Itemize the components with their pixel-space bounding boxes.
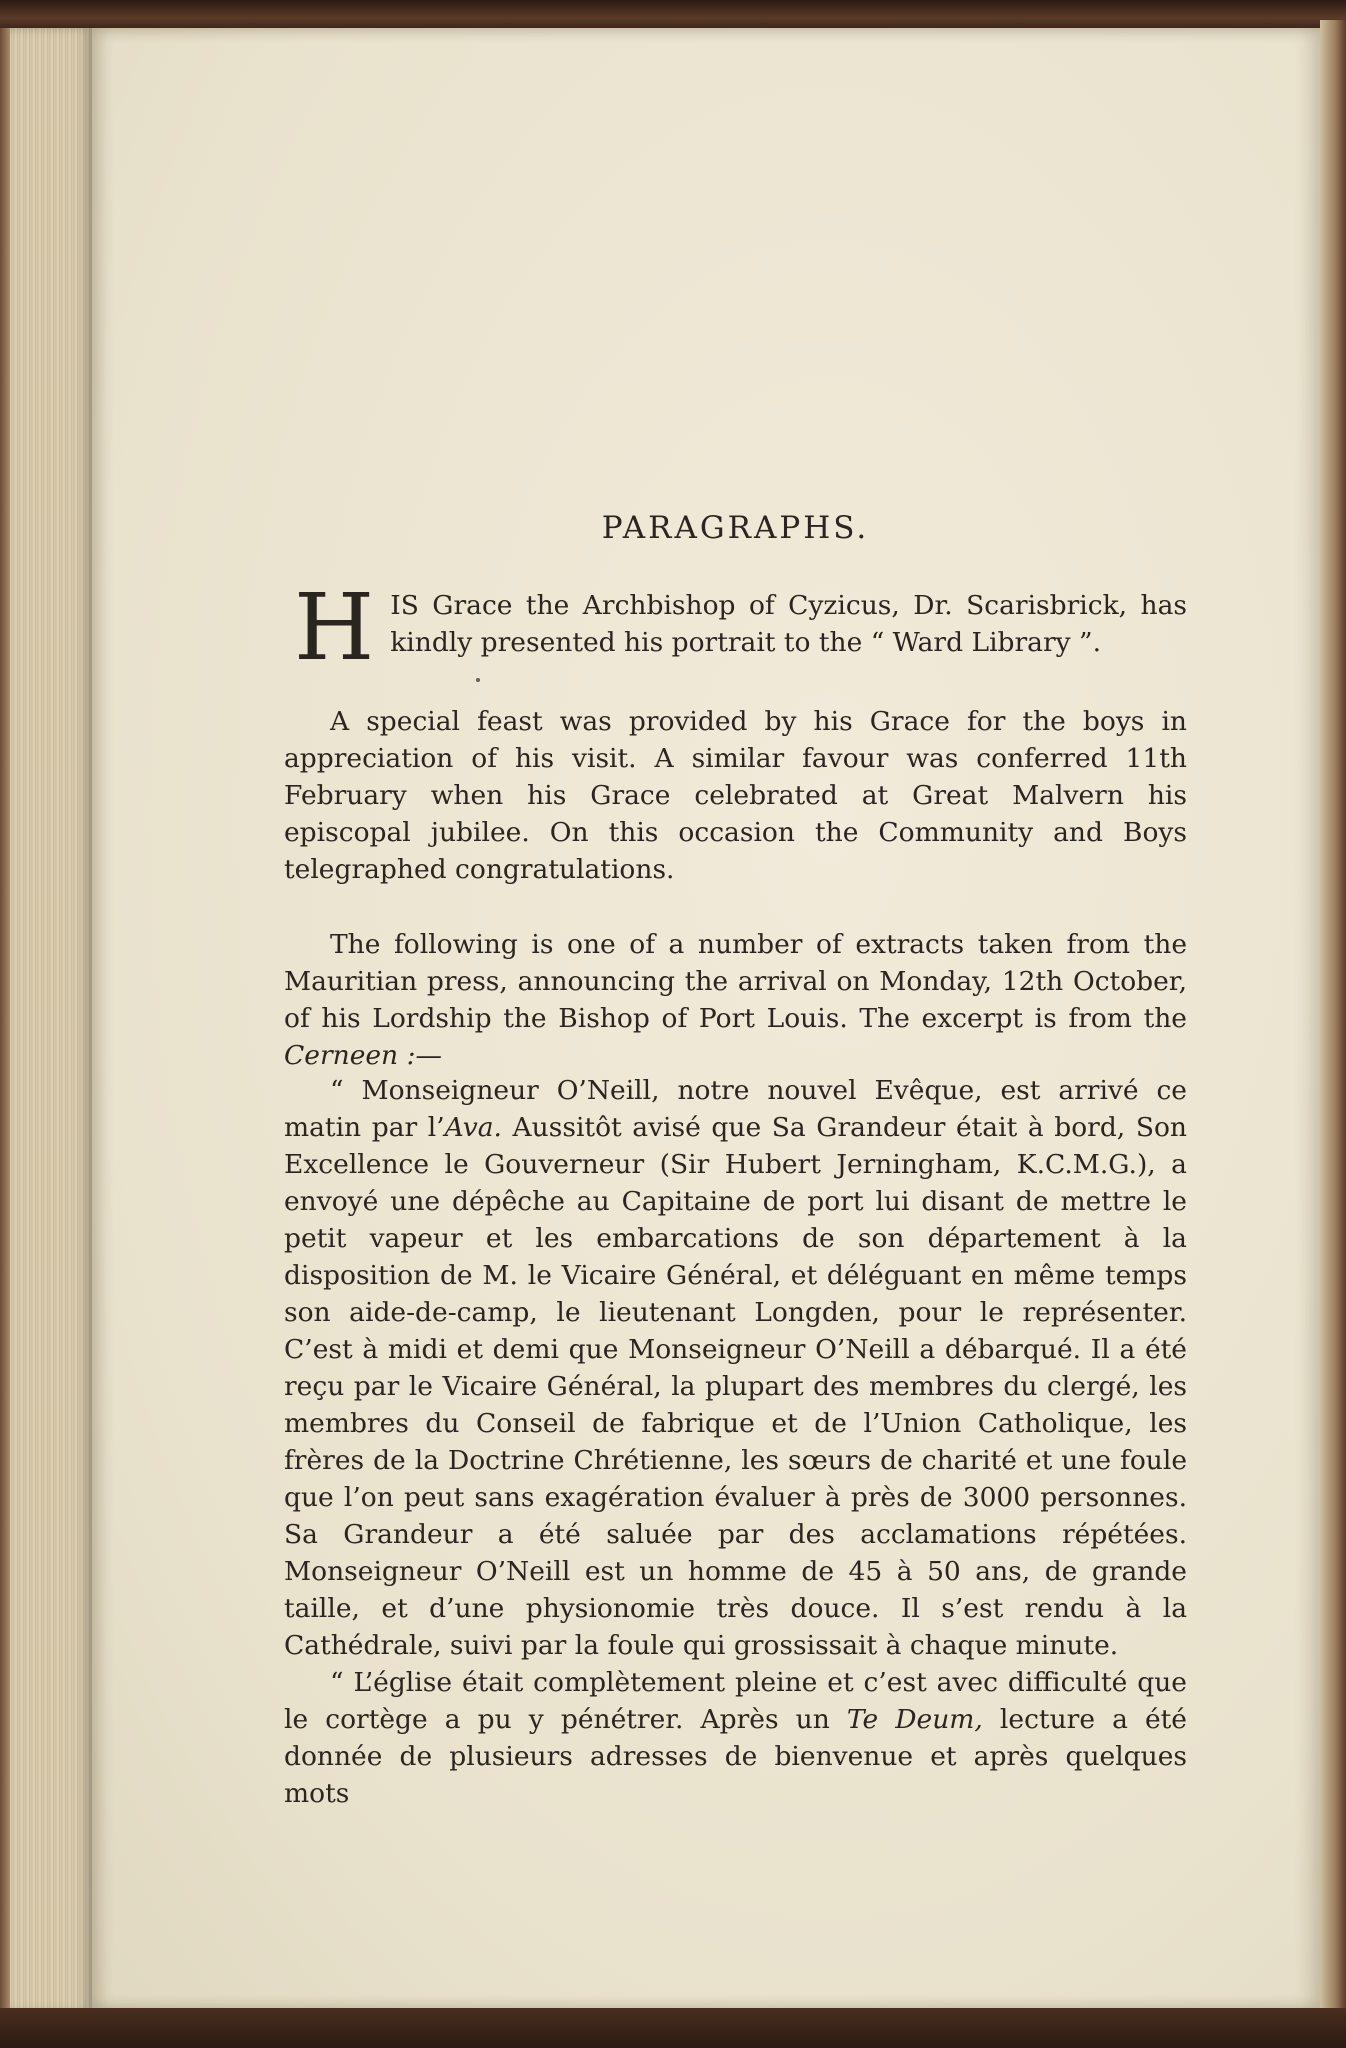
newspaper-name: Cerneen	[284, 1040, 399, 1071]
paragraph-mauritian-press	[284, 926, 1187, 1074]
quote-text-continued: lecture a été donnée de plusieurs adresses de bienvenue et après quelques mots	[284, 1704, 1187, 1809]
ship-name: Ava.	[444, 1112, 502, 1143]
page-title: PARAGRAPHS.	[601, 510, 870, 546]
paragraph-portrait	[284, 574, 1187, 681]
quote-text-continued: Aussitôt avisé que Sa Grandeur était à bord, Son Excellence le Gouverneur (Sir Hubert Jerningham, K.C.M.G.), a envoyé une dépêche au Capitaine de port lui disant de mettre le petit vapeur et les embarcations de son département à la disposition de M. le Vicaire Général, et déléguant en même temps son aide-de-camp, le lieutenant Longden, pour le représenter. C’est à midi et demi que Monseigneur O’Neill a débarqué. Il a été reçu par le Vicaire Général, la plupart des membres du clergé, les membres du Conseil de fabrique et de l’Union Catholique, les frères de la Doctrine Chrétienne, les sœurs de charité et une foule que l’on peut sans exagération évaluer à près de 3000 personnes. Sa Grandeur a été saluée par des acclamations répétées. Monseigneur O’Neill est un homme de 45 à 50 ans, de grande taille, et d’une physionomie très douce. Il s’est rendu à la Cathédrale, suivi par la foule qui grossissait à chaque minute.	[284, 1112, 1187, 1661]
book-binding-right	[1320, 20, 1346, 2015]
paragraph-french-quote-1	[284, 1072, 1187, 1664]
paragraph-text: IS Grace the Archbishop of Cyzicus, Dr. Scarisbrick, has kindly presented his portrait to the “ Ward Library ”.	[390, 590, 1187, 658]
paragraph-suffix: :—	[398, 1040, 442, 1071]
paragraph-french-quote-2	[284, 1664, 1187, 1812]
page-stack-edge	[0, 28, 92, 2012]
paragraph-text: A special feast was provided by his Grace for the boys in appreciation of his visit. A similar favour was conferred 11th February when his Grace celebrated at Great Malvern his episcopal jubilee. On this occasion the Community and Boys telegraphed congratulations.	[284, 706, 1187, 885]
quote-text: “ L’église était complètement pleine et c’est avec difficulté que le cortège a pu y pénétrer. Après un	[284, 1667, 1187, 1735]
ink-speck	[476, 678, 480, 682]
drop-cap: H	[294, 574, 375, 681]
quote-text: “ Monseigneur O’Neill, notre nouvel Evêque, est arrivé ce matin par l’	[284, 1075, 1187, 1143]
book-binding-top	[0, 0, 1346, 30]
paragraph-feast	[284, 703, 1187, 888]
paragraph-text: The following is one of a number of extracts taken from the Mauritian press, announcing the arrival on Monday, 12th October, of his Lordship the Bishop of Port Louis. The excerpt is from the	[284, 929, 1187, 1034]
book-binding-bottom	[0, 2008, 1346, 2048]
hymn-name: Te Deum,	[846, 1704, 983, 1735]
